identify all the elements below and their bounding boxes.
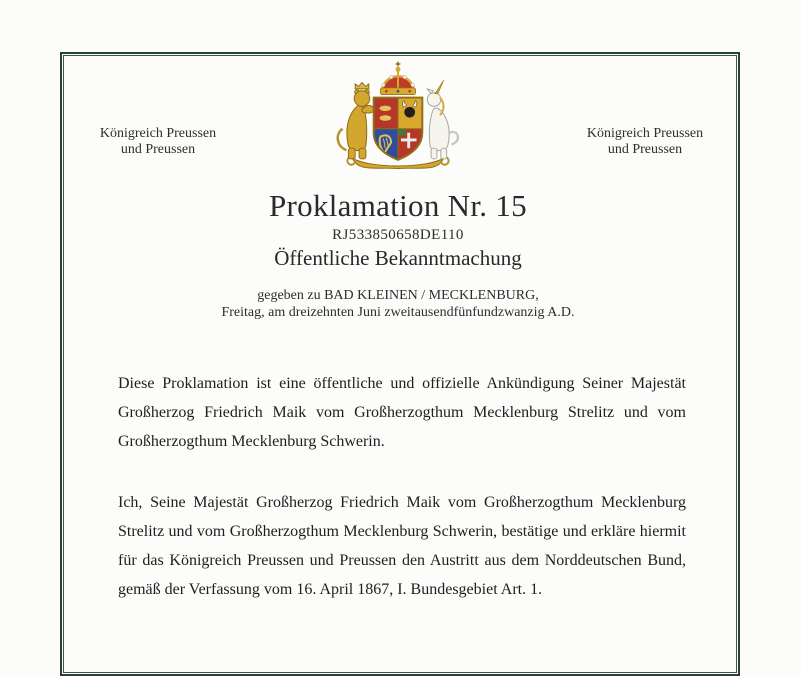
coat-of-arms-icon xyxy=(325,56,471,182)
issuer-line: Königreich Preussen xyxy=(586,126,704,141)
text-line: für das Königreich Preussen und Preussen den Austritt aus dem Norddeutschen Bund, xyxy=(118,552,686,569)
document-title: Proklamation Nr. 15 xyxy=(269,188,527,223)
issuer-label-left xyxy=(73,126,243,158)
text-line: Großherzogthum Mecklenburg Schwerin. xyxy=(118,433,385,450)
unicorn-supporter-icon xyxy=(427,80,458,159)
shield-icon xyxy=(374,98,423,160)
text-line: Ich, Seine Majestät Großherzog Friedrich Maik vom Großherzogthum Mecklenburg xyxy=(118,494,686,511)
paragraph-2 xyxy=(118,488,686,604)
reference-code: RJ533850658DE110 xyxy=(332,227,464,243)
issue-date-line: Freitag, am dreizehnten Juni zweitausendfünfundzwanzig A.D. xyxy=(221,304,575,320)
issuer-line: und Preussen xyxy=(607,142,683,157)
text-line: Strelitz und vom Großherzogthum Mecklenburg Schwerin, bestätige und erkläre hiermit xyxy=(118,523,686,540)
issuer-line: Königreich Preussen xyxy=(99,126,217,141)
text-line: Diese Proklamation ist eine öffentliche und offizielle Ankündigung Seiner Majestät xyxy=(118,375,686,392)
lion-supporter-icon xyxy=(338,83,374,159)
issue-place-line: gegeben zu BAD KLEINEN / MECKLENBURG, xyxy=(257,288,539,303)
document-subtitle: Öffentliche Bekanntmachung xyxy=(274,246,522,270)
text-line: gemäß der Verfassung vom 16. April 1867, I. Bundesgebiet Art. 1. xyxy=(118,581,543,598)
issuer-line: und Preussen xyxy=(120,142,196,157)
crown-icon xyxy=(380,62,415,95)
paragraph-1 xyxy=(118,369,686,456)
issue-place-date xyxy=(60,288,736,321)
text-line: Großherzog Friedrich Maik vom Großherzogthum Mecklenburg Strelitz und vom xyxy=(118,404,686,421)
issuer-label-right xyxy=(560,126,730,158)
